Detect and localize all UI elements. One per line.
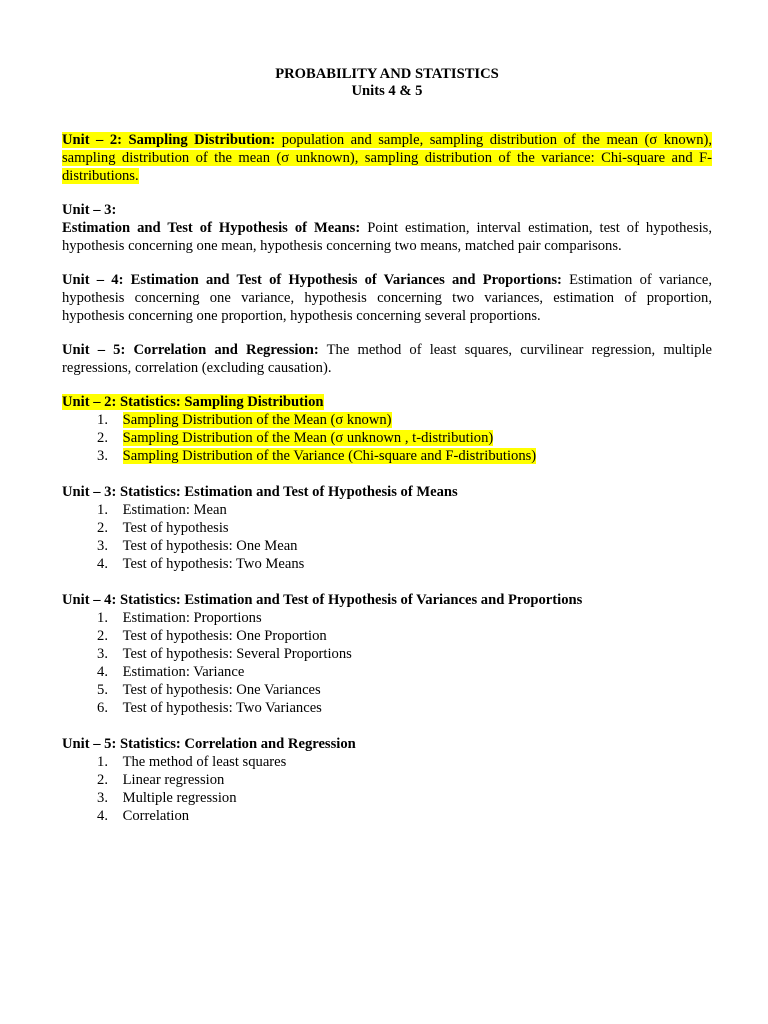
list-text-content: Correlation	[122, 808, 190, 824]
syllabus-unit-5-lead: Unit – 5: Correlation and Regression:	[62, 342, 319, 358]
list-text	[108, 699, 322, 717]
list-item	[62, 627, 712, 645]
list-text	[108, 789, 237, 807]
syllabus-unit-2-body: population and sample, sampling distribution of the mean (σ known), sampling distribution of the mean (σ unknown), sampling distribution of the variance: Chi-square and F-distributions.	[62, 132, 712, 184]
list-text	[108, 753, 286, 771]
list-item	[62, 789, 712, 807]
list-number: 3.	[97, 538, 108, 554]
list-text-content: Test of hypothesis: One Variances	[122, 682, 321, 698]
syllabus-unit-4-lead: Unit – 4: Estimation and Test of Hypothesis of Variances and Proportions:	[62, 272, 562, 288]
list-text-content: Multiple regression	[122, 790, 237, 806]
list-item	[62, 555, 712, 573]
list-text	[108, 771, 224, 789]
list-text-content: Test of hypothesis: Several Proportions	[122, 646, 352, 662]
syllabus-unit-2	[62, 131, 712, 185]
list-text	[108, 555, 304, 573]
list-item	[62, 807, 712, 825]
list-text	[108, 411, 392, 429]
syllabus-unit-3-lead: Estimation and Test of Hypothesis of Means:	[62, 220, 361, 236]
topic-unit-5	[62, 735, 712, 825]
topic-unit-4	[62, 591, 712, 717]
list-text-content: Sampling Distribution of the Mean (σ known)	[122, 412, 392, 428]
list-number: 4.	[97, 556, 108, 572]
highlight-span	[62, 132, 712, 184]
syllabus-unit-3-body: Point estimation, interval estimation, test of hypothesis, hypothesis concerning one mean, hypothesis concerning two means, matched pair comparisons.	[62, 220, 713, 254]
document-title: PROBABILITY AND STATISTICS	[275, 66, 499, 82]
list-text	[108, 429, 493, 447]
list-number: 1.	[97, 412, 108, 428]
topic-unit-3-heading: Unit – 3: Statistics: Estimation and Test of Hypothesis of Means	[62, 484, 458, 500]
list-item	[62, 501, 712, 519]
list-text-content: Sampling Distribution of the Mean (σ unknown , t-distribution)	[122, 430, 494, 446]
syllabus-unit-2-lead: Unit – 2: Sampling Distribution:	[62, 132, 276, 148]
syllabus-unit-5	[62, 341, 712, 377]
list-text	[108, 447, 536, 465]
syllabus-unit-4-body: Estimation of variance, hypothesis concerning one variance, hypothesis concerning two variances, estimation of proportion, hypothesis concerning one proportion, hypothesis concerning several proportions.	[62, 272, 712, 324]
list-text-content: Test of hypothesis: Two Means	[122, 556, 305, 572]
topic-list	[62, 609, 712, 717]
list-number: 2.	[97, 520, 108, 536]
list-number: 2.	[97, 628, 108, 644]
list-text-content: Estimation: Mean	[122, 502, 227, 518]
list-number: 4.	[97, 664, 108, 680]
list-item	[62, 771, 712, 789]
list-number: 5.	[97, 682, 108, 698]
list-text	[108, 537, 297, 555]
topic-unit-2-heading: Unit – 2: Statistics: Sampling Distribution	[62, 394, 324, 410]
document-subtitle: Units 4 & 5	[351, 83, 423, 99]
list-item	[62, 411, 712, 429]
topic-heading	[62, 393, 712, 411]
list-item	[62, 609, 712, 627]
list-text	[108, 807, 189, 825]
topic-list	[62, 753, 712, 825]
list-text-content: Test of hypothesis: One Mean	[122, 538, 298, 554]
topic-unit-4-heading: Unit – 4: Statistics: Estimation and Test of Hypothesis of Variances and Proportions	[62, 592, 583, 608]
list-text	[108, 609, 262, 627]
list-text-content: Estimation: Proportions	[122, 610, 262, 626]
list-number: 3.	[97, 646, 108, 662]
list-text-content: Linear regression	[122, 772, 225, 788]
list-text	[108, 645, 352, 663]
list-number: 6.	[97, 700, 108, 716]
list-text	[108, 519, 229, 537]
list-text	[108, 627, 327, 645]
list-item	[62, 753, 712, 771]
document-page	[62, 0, 712, 843]
list-text-content: Test of hypothesis: Two Variances	[122, 700, 322, 716]
list-item	[62, 681, 712, 699]
topic-unit-3	[62, 483, 712, 573]
list-number: 2.	[97, 430, 108, 446]
list-item	[62, 699, 712, 717]
topic-list	[62, 411, 712, 465]
list-number: 1.	[97, 502, 108, 518]
list-text-content: Test of hypothesis	[122, 520, 229, 536]
list-text-content: Sampling Distribution of the Variance (Chi-square and F-distributions)	[122, 448, 537, 464]
list-number: 3.	[97, 448, 108, 464]
list-number: 4.	[97, 808, 108, 824]
list-text-content: The method of least squares	[122, 754, 287, 770]
syllabus-unit-3	[62, 201, 712, 255]
list-item	[62, 645, 712, 663]
topic-list	[62, 501, 712, 573]
list-text	[108, 681, 321, 699]
list-item	[62, 519, 712, 537]
list-item	[62, 429, 712, 447]
syllabus-unit-5-body: The method of least squares, curvilinear regression, multiple regressions, correlation (excluding causation).	[62, 342, 712, 376]
list-text-content: Estimation: Variance	[122, 664, 245, 680]
list-number: 3.	[97, 790, 108, 806]
list-text-content: Test of hypothesis: One Proportion	[122, 628, 327, 644]
syllabus-unit-4	[62, 271, 712, 325]
list-number: 1.	[97, 754, 108, 770]
list-text	[108, 663, 244, 681]
list-item	[62, 663, 712, 681]
list-number: 1.	[97, 610, 108, 626]
topic-unit-5-heading: Unit – 5: Statistics: Correlation and Regression	[62, 736, 356, 752]
list-text	[108, 501, 227, 519]
syllabus-unit-3-label: Unit – 3:	[62, 202, 117, 218]
list-item	[62, 447, 712, 465]
topic-unit-2	[62, 393, 712, 465]
list-item	[62, 537, 712, 555]
list-number: 2.	[97, 772, 108, 788]
